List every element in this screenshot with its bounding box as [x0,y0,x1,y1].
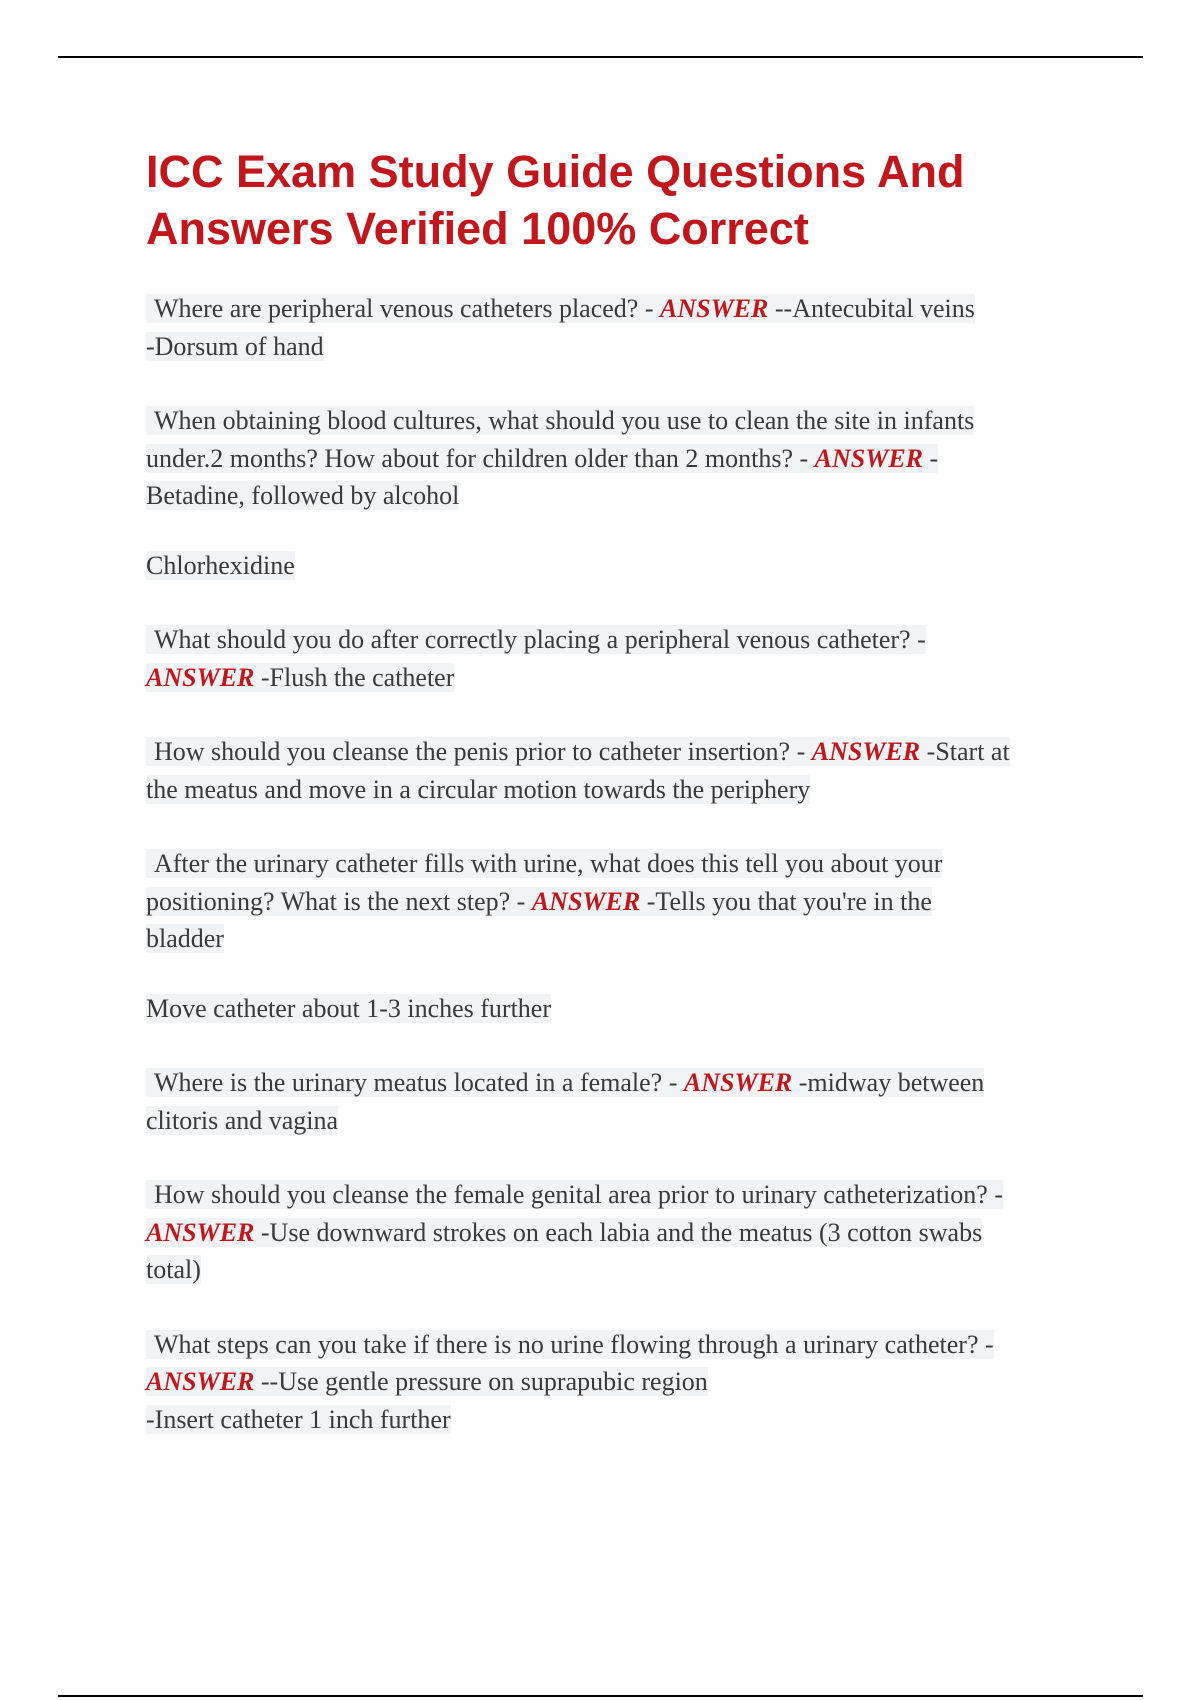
page-title [146,143,1106,257]
answer-label: ANSWER [659,294,769,323]
answer-text: -Use downward strokes on each labia and the meatus (3 cotton swabs [254,1217,983,1247]
answer-text: Move catheter about 1-3 inches further [146,993,552,1023]
question-text: Where are peripheral venous catheters placed? - [154,294,660,323]
question-text: How should you cleanse the penis prior to catheter insertion? - [154,737,812,766]
question-text: After the urinary catheter fills with urine, what does this tell you about your [154,849,943,878]
question-text: What steps can you take if there is no urine flowing through a urinary catheter? - [154,1329,994,1359]
answer-text: -Flush the catheter [254,662,455,692]
qa-item [146,1176,1086,1289]
qa-item [146,290,1086,365]
qa-item [146,621,1086,696]
qa-item [146,1064,1086,1139]
qa-item [146,845,1086,958]
answer-text: the meatus and move in a circular motion towards the periphery [146,774,811,804]
answer-text: total) [146,1255,201,1284]
question-text: under.2 months? How about for children older than 2 months? - [146,443,815,473]
answer-text: -Insert catheter 1 inch further [146,1404,451,1434]
answer-continuation [146,990,1086,1028]
top-rule [58,56,1143,58]
qa-item [146,402,1086,515]
answer-label: ANSWER [531,886,641,916]
answer-label: ANSWER [146,662,255,692]
answer-label: ANSWER [146,1217,255,1247]
question-text: How should you cleanse the female genital area prior to urinary catheterization? - [154,1180,1003,1209]
question-text: Where is the urinary meatus located in a female? - [154,1068,684,1097]
qa-item [146,733,1086,808]
title-line-1: ICC Exam Study Guide Questions And [146,146,965,197]
answer-label: ANSWER [814,443,924,473]
question-text: positioning? What is the next step? - [146,886,532,916]
answer-label: ANSWER [683,1068,793,1097]
answer-text: bladder [146,924,224,953]
answer-continuation [146,547,1086,585]
question-text: What should you do after correctly placing a peripheral venous catheter? - [154,625,926,654]
question-text: When obtaining blood cultures, what should you use to clean the site in infants [154,406,975,435]
answer-text: -Dorsum of hand [146,331,324,361]
answer-text: -Start at [920,737,1010,766]
answer-label: ANSWER [146,1367,255,1396]
answer-text: --Use gentle pressure on suprapubic region [254,1367,708,1396]
qa-item [146,1326,1086,1439]
answer-text: -midway between [792,1068,985,1097]
answer-text: --Antecubital veins [768,294,975,323]
answer-text: clitoris and vagina [146,1105,339,1135]
title-line-2: Answers Verified 100% Correct [146,203,809,254]
bottom-rule [58,1695,1143,1697]
answer-text: -Tells you that you're in the [640,886,932,916]
answer-label: ANSWER [811,737,921,766]
answer-text: Betadine, followed by alcohol [146,481,460,510]
answer-text: Chlorhexidine [146,550,295,580]
answer-text: - [923,443,939,473]
qa-list [146,290,1086,1475]
